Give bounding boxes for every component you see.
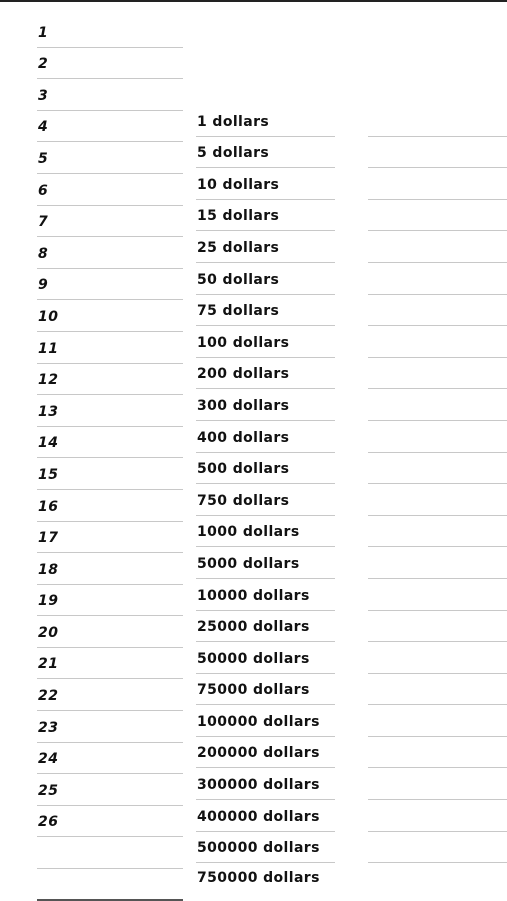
money-value-item-partial [196,863,335,887]
right-slot-line [368,326,507,358]
case-number: 14 [38,435,59,452]
money-value-item [196,768,335,800]
money-value-item [196,832,335,864]
money-value-item [196,516,335,548]
case-item[interactable] [37,16,183,48]
case-item[interactable] [37,142,183,174]
money-value-label: 300 dollars [197,397,290,414]
case-item[interactable] [37,774,183,806]
right-slot-line [368,516,507,548]
case-item[interactable] [37,300,183,332]
case-number: 3 [38,87,49,104]
right-slot-line [368,200,507,232]
money-value-label: 750000 dollars [197,870,320,887]
money-value-label: 100 dollars [197,334,290,351]
money-value-item [196,674,335,706]
money-value-label: 25000 dollars [197,619,310,636]
right-slot-line [368,389,507,421]
case-number: 19 [38,593,59,610]
money-value-label: 25 dollars [197,239,280,256]
case-number: 15 [38,466,59,483]
right-column-slots [368,105,507,863]
money-value-label: 5000 dollars [197,555,300,572]
money-value-list [196,105,335,887]
right-slot-line [368,263,507,295]
case-number: 16 [38,498,59,515]
case-item[interactable] [37,174,183,206]
money-value-label: 50 dollars [197,271,280,288]
money-value-label: 15 dollars [197,208,280,225]
case-number: 10 [38,308,59,325]
right-slot-line [368,453,507,485]
case-number: 7 [38,214,49,231]
right-slot-line [368,168,507,200]
case-item[interactable] [37,711,183,743]
case-number: 6 [38,182,49,199]
money-value-label: 400000 dollars [197,808,320,825]
case-item[interactable] [37,427,183,459]
case-number: 12 [38,372,59,389]
case-item[interactable] [37,458,183,490]
money-value-label: 75000 dollars [197,682,310,699]
money-value-label: 200 dollars [197,366,290,383]
money-value-label: 500 dollars [197,461,290,478]
case-item[interactable] [37,616,183,648]
money-value-item [196,326,335,358]
right-slot-line [368,674,507,706]
right-slot-line [368,705,507,737]
money-value-item [196,358,335,390]
right-slot-line [368,800,507,832]
right-slot-line [368,421,507,453]
case-number: 9 [38,277,49,294]
money-value-label: 5 dollars [197,145,270,162]
money-value-item [196,705,335,737]
case-number-list [37,16,183,869]
money-value-label: 750 dollars [197,492,290,509]
case-item[interactable] [37,206,183,238]
case-number: 22 [38,688,59,705]
money-value-item [196,389,335,421]
money-value-item [196,579,335,611]
money-value-item [196,263,335,295]
right-slot-line [368,611,507,643]
right-slot-line [368,105,507,137]
case-number: 5 [38,150,49,167]
money-value-label: 10 dollars [197,176,280,193]
case-number: 23 [38,719,59,736]
money-value-item [196,200,335,232]
money-value-item [196,231,335,263]
money-value-item [196,547,335,579]
case-number: 4 [38,119,49,136]
case-number: 24 [38,751,59,768]
case-number: 26 [38,814,59,831]
right-slot-line [368,358,507,390]
case-item[interactable] [37,364,183,396]
money-value-item [196,168,335,200]
money-value-item [196,611,335,643]
money-value-label: 1 dollars [197,113,270,130]
case-number: 18 [38,561,59,578]
money-value-label: 500000 dollars [197,840,320,857]
case-item[interactable] [37,48,183,80]
right-slot-line [368,231,507,263]
right-slot-line [368,547,507,579]
case-item[interactable] [37,522,183,554]
money-value-label: 1000 dollars [197,524,300,541]
money-value-label: 300000 dollars [197,777,320,794]
money-value-label: 100000 dollars [197,713,320,730]
money-value-item [196,137,335,169]
money-value-label: 200000 dollars [197,745,320,762]
right-slot-line [368,642,507,674]
right-slot-line [368,137,507,169]
case-item[interactable] [37,679,183,711]
right-slot-line [368,579,507,611]
right-slot-line [368,484,507,516]
right-slot-line [368,768,507,800]
money-value-label: 75 dollars [197,303,280,320]
right-slot-line [368,737,507,769]
case-item-empty [37,837,183,869]
money-value-label: 400 dollars [197,429,290,446]
money-value-item [196,484,335,516]
case-item[interactable] [37,490,183,522]
case-number: 25 [38,782,59,799]
money-value-item [196,800,335,832]
money-value-item [196,105,335,137]
case-item[interactable] [37,269,183,301]
case-item[interactable] [37,237,183,269]
money-value-item [196,295,335,327]
right-slot-line [368,832,507,864]
case-item[interactable] [37,585,183,617]
case-item[interactable] [37,111,183,143]
money-value-item [196,453,335,485]
money-value-label: 10000 dollars [197,587,310,604]
case-number: 2 [38,56,49,73]
case-number: 20 [38,624,59,641]
case-number: 13 [38,403,59,420]
case-item[interactable] [37,79,183,111]
case-number: 21 [38,656,59,673]
money-value-item [196,642,335,674]
case-number: 17 [38,530,59,547]
money-value-item [196,421,335,453]
case-number: 11 [38,340,59,357]
case-item[interactable] [37,648,183,680]
case-item[interactable] [37,743,183,775]
money-value-label: 50000 dollars [197,650,310,667]
case-number: 1 [38,24,49,41]
case-item[interactable] [37,806,183,838]
case-item[interactable] [37,553,183,585]
right-slot-line [368,295,507,327]
case-number: 8 [38,245,49,262]
case-item[interactable] [37,395,183,427]
case-item[interactable] [37,332,183,364]
money-value-item [196,737,335,769]
